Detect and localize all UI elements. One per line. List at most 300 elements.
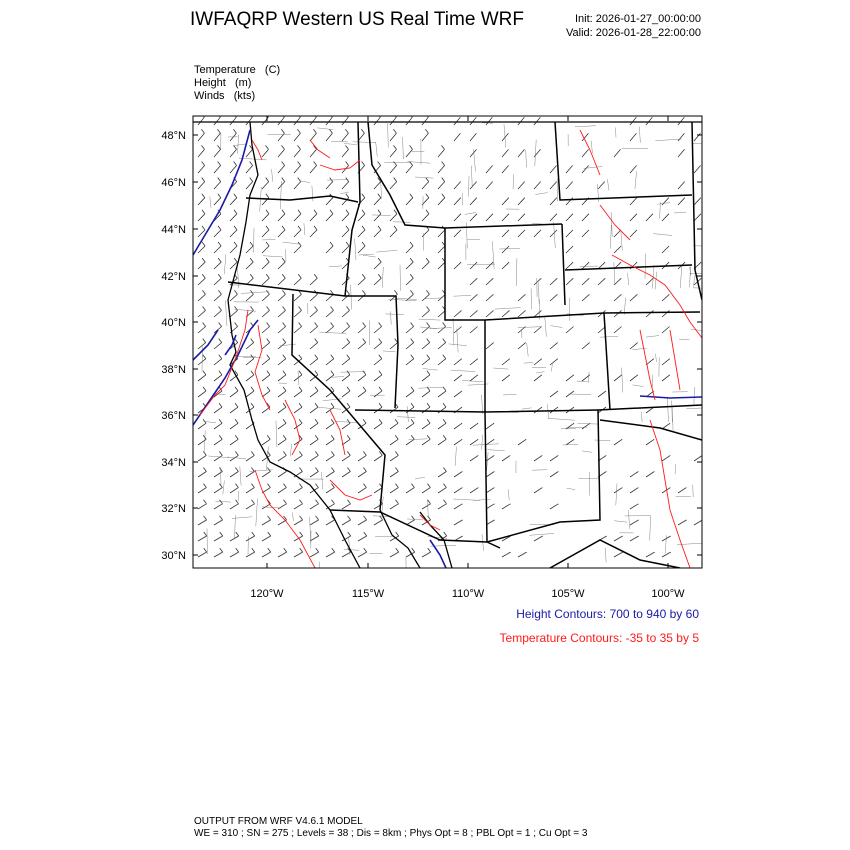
wind-barb <box>630 198 637 205</box>
wind-barb <box>326 214 333 221</box>
wind-barb-flag <box>283 323 286 327</box>
wind-barb <box>230 246 237 253</box>
wind-barb-flag <box>283 339 286 343</box>
wind-barb <box>646 117 652 125</box>
wind-barb <box>310 278 317 285</box>
wind-barb-flag <box>234 194 237 198</box>
wind-barb <box>214 278 221 285</box>
wind-barb-flag <box>235 403 238 407</box>
wind-barb <box>310 552 319 557</box>
wind-barb-flag <box>444 500 447 504</box>
wind-barb <box>214 536 223 541</box>
wind-barb <box>422 407 430 413</box>
wind-barb-flag <box>202 178 205 182</box>
wind-barb-flag <box>282 210 285 214</box>
wind-barb <box>230 488 238 493</box>
wind-barb <box>342 327 350 334</box>
wind-barb <box>390 117 396 125</box>
wind-barb <box>294 455 302 461</box>
wind-barb <box>582 294 589 301</box>
wind-barb <box>374 391 382 397</box>
wind-barb <box>662 198 669 205</box>
wind-barb <box>278 214 285 221</box>
wind-barb-flag <box>266 242 269 246</box>
wind-barb-flag <box>204 500 207 504</box>
lat-label: 46°N <box>161 177 186 189</box>
wind-barb-flag <box>362 274 365 278</box>
wind-barbs <box>198 113 703 557</box>
wind-barb <box>630 472 638 478</box>
wind-barb-flag <box>331 306 334 310</box>
county-line <box>516 258 517 286</box>
county-line <box>582 451 592 452</box>
wind-barb <box>406 359 414 365</box>
wind-barb <box>454 310 462 317</box>
wind-barb <box>502 455 510 461</box>
wind-barb <box>198 359 206 365</box>
wind-barb-flag <box>282 274 285 278</box>
wind-barb-flag <box>252 500 255 504</box>
wind-barb <box>550 391 558 397</box>
wind-barb <box>438 488 446 493</box>
wind-barb-flag <box>396 500 399 504</box>
wind-barb-flag <box>218 145 221 149</box>
wind-barb <box>614 246 621 253</box>
wind-barb <box>310 520 319 525</box>
wind-barb <box>646 278 653 285</box>
county-line <box>675 464 676 474</box>
wind-barb-flag <box>266 210 269 214</box>
wind-barb-flag <box>443 387 446 391</box>
wind-barb-flag <box>444 532 447 536</box>
wind-barb <box>662 246 669 253</box>
wind-barb-flag <box>347 419 350 423</box>
wind-barb-flag <box>283 387 286 391</box>
wind-barb-flag <box>362 226 365 230</box>
wind-barb-flag <box>203 339 206 343</box>
wind-barb <box>342 214 349 221</box>
wind-barb <box>566 230 573 237</box>
wind-barb-flag <box>394 226 397 230</box>
wind-barb-flag <box>362 290 365 294</box>
county-line <box>393 222 410 223</box>
wind-barb <box>438 166 445 174</box>
wind-barb <box>278 391 286 397</box>
wind-barb <box>486 472 494 478</box>
wind-barb-flag <box>267 468 270 472</box>
wind-barb-flag <box>235 451 238 455</box>
wind-barb <box>310 359 318 365</box>
wind-barb <box>262 149 269 157</box>
wind-barb <box>262 278 269 285</box>
wind-barb <box>470 278 477 285</box>
wind-barb <box>342 391 350 397</box>
wind-barb <box>342 117 348 125</box>
wind-barb-flag <box>347 435 350 439</box>
wind-barb <box>230 439 238 445</box>
init-time: Init: 2026-01-27_00:00:00 <box>575 13 701 25</box>
wind-barb <box>230 149 237 157</box>
county-line <box>482 123 493 124</box>
wind-barb-flag <box>250 258 253 262</box>
wind-barb <box>214 117 220 125</box>
wind-barb <box>422 310 430 317</box>
wind-barb-flag <box>378 194 381 198</box>
county-line <box>628 273 629 285</box>
wind-barb <box>534 375 542 381</box>
wind-barb <box>214 166 221 174</box>
county-line <box>418 387 443 388</box>
wind-barb <box>262 294 269 301</box>
wind-barb <box>422 214 429 221</box>
field-winds: Winds (kts) <box>194 90 256 102</box>
wind-barb-flag <box>219 371 222 375</box>
county-line <box>317 128 333 130</box>
wind-barb <box>198 182 205 189</box>
wind-barb-flag <box>251 306 254 310</box>
wind-barb <box>454 488 462 493</box>
wind-barb <box>422 117 428 125</box>
wind-barb <box>278 375 286 381</box>
wind-barb <box>214 504 223 509</box>
wind-barb <box>486 182 493 189</box>
wind-barb-flag <box>315 323 318 327</box>
county-line <box>376 142 378 156</box>
wind-barb-flag <box>250 274 253 278</box>
wind-barb <box>326 327 334 334</box>
wind-barb <box>486 262 493 269</box>
wind-barb <box>230 117 236 125</box>
county-line <box>526 150 527 168</box>
wind-barb-flag <box>282 258 285 262</box>
wind-barb <box>230 391 238 397</box>
state-borders <box>193 122 702 568</box>
wind-barb <box>662 455 670 461</box>
wind-barb-flag <box>428 500 431 504</box>
wind-barb-flag <box>268 516 271 520</box>
wind-barb <box>230 504 239 509</box>
model-info <box>194 816 587 840</box>
wind-barb-flag <box>266 145 269 149</box>
wind-barb <box>470 423 478 429</box>
wind-barb-flag <box>346 145 349 149</box>
wind-barb <box>406 488 414 493</box>
lon-label: 110°W <box>451 588 485 600</box>
wind-barb <box>422 359 430 365</box>
wind-barb <box>486 310 494 317</box>
wind-barb <box>422 262 429 269</box>
wind-barb-flag <box>266 226 269 230</box>
wind-barb-flag <box>235 468 238 472</box>
wind-barb <box>278 359 286 365</box>
wind-barb <box>262 536 271 541</box>
wind-barb <box>214 182 221 189</box>
county-line <box>535 193 547 195</box>
wind-barb-flag <box>267 435 270 439</box>
wind-barb <box>326 246 333 253</box>
wind-barb <box>566 327 574 334</box>
wind-barb <box>374 455 382 461</box>
wind-barb-flag <box>251 387 254 391</box>
wind-barb-flag <box>396 548 399 552</box>
wind-barb <box>262 327 270 334</box>
wind-barb-flag <box>283 371 286 375</box>
wind-barb <box>406 391 414 397</box>
wind-barb <box>326 520 335 525</box>
wind-barb <box>614 278 621 285</box>
wind-barb <box>454 182 461 189</box>
county-line <box>409 439 428 440</box>
wind-barb-flag <box>346 210 349 214</box>
wind-barb-flag <box>332 500 335 504</box>
wind-barb <box>246 117 252 125</box>
wind-barb <box>230 294 237 301</box>
wind-barb <box>294 246 301 253</box>
wind-barb-flag <box>425 113 428 117</box>
county-line <box>691 330 716 332</box>
wind-barb <box>550 294 557 301</box>
wind-barb <box>326 294 333 301</box>
wind-barb <box>198 246 205 253</box>
wind-barb <box>198 455 206 461</box>
wind-barb <box>246 536 255 541</box>
wind-barb <box>694 214 701 221</box>
wind-barb-flag <box>300 532 303 536</box>
wind-barb-flag <box>427 371 430 375</box>
wind-barb-flag <box>299 484 302 488</box>
wind-barb <box>310 407 318 413</box>
wind-barb <box>438 198 445 205</box>
wind-barb-flag <box>220 500 223 504</box>
wind-barb <box>294 375 302 381</box>
wind-barb-flag <box>233 129 236 133</box>
wind-barb-flag <box>394 290 397 294</box>
wind-barb <box>422 182 429 189</box>
wind-barb-flag <box>218 194 221 198</box>
wind-barb-flag <box>331 435 334 439</box>
wind-barb-flag <box>234 210 237 214</box>
wind-barb <box>262 375 270 381</box>
map-title: IWFAQRP Western US Real Time WRF <box>190 9 524 30</box>
county-line <box>240 466 241 485</box>
county-line <box>341 372 366 373</box>
wind-barb <box>294 133 300 141</box>
wind-barb <box>582 230 589 237</box>
wind-barb-flag <box>346 226 349 230</box>
county-line <box>536 372 545 374</box>
wind-barb-flag <box>235 387 238 391</box>
wind-barb <box>294 230 301 237</box>
wind-barb-flag <box>202 274 205 278</box>
county-line <box>482 435 483 450</box>
county-line <box>545 317 547 336</box>
wind-barb-flag <box>283 403 286 407</box>
wind-barb <box>246 375 254 381</box>
wind-barb <box>534 278 541 285</box>
wind-barb-flag <box>267 323 270 327</box>
wind-barb <box>198 166 205 174</box>
wind-barb-flag <box>282 226 285 230</box>
wind-barb <box>262 310 270 317</box>
county-line <box>344 144 357 145</box>
wind-barb-flag <box>314 162 317 166</box>
county-line <box>532 470 547 471</box>
wind-barb-flag <box>442 178 445 182</box>
wind-barb <box>246 488 254 493</box>
wind-barb <box>278 439 286 445</box>
wind-barb-flag <box>443 323 446 327</box>
wind-barb-flag <box>250 290 253 294</box>
wind-barb <box>198 117 204 125</box>
wind-barb <box>246 504 255 509</box>
wind-barb-flag <box>331 403 334 407</box>
wind-barb <box>598 278 605 285</box>
wind-barb <box>342 504 351 509</box>
wind-barb <box>358 230 365 237</box>
wind-barb-flag <box>410 274 413 278</box>
wind-barb <box>694 455 702 461</box>
wind-barb <box>214 407 222 413</box>
wind-barb-flag <box>345 129 348 133</box>
wind-barb-flag <box>394 178 397 182</box>
wind-barb-flag <box>203 323 206 327</box>
wind-barb <box>550 214 557 221</box>
wind-barb-flag <box>315 468 318 472</box>
wind-barb-flag <box>378 258 381 262</box>
county-line <box>237 264 239 288</box>
wind-barb-flag <box>299 371 302 375</box>
wind-barb <box>342 230 349 237</box>
wind-barb <box>294 423 302 429</box>
wind-barb <box>214 359 222 365</box>
wind-barb-flag <box>379 387 382 391</box>
wind-barb <box>534 488 542 493</box>
wind-barb-flag <box>411 435 414 439</box>
wind-barb <box>486 423 494 429</box>
wind-barb-flag <box>201 129 204 133</box>
county-line <box>223 481 225 495</box>
wind-barb <box>294 327 302 334</box>
wind-barb-flag <box>283 435 286 439</box>
wind-barb <box>278 278 285 285</box>
wind-barb <box>246 149 253 157</box>
wind-barb <box>422 552 431 557</box>
wind-barb <box>198 327 206 334</box>
wind-barb <box>678 117 684 125</box>
wind-barb <box>534 536 543 541</box>
wind-barb <box>374 278 381 285</box>
county-line <box>652 375 653 388</box>
wind-barb <box>454 423 462 429</box>
wind-barb-flag <box>300 548 303 552</box>
county-line <box>693 143 706 144</box>
wind-barb-flag <box>363 419 366 423</box>
wind-barb <box>326 375 334 381</box>
wind-barb-flag <box>426 178 429 182</box>
county-line <box>680 266 682 288</box>
county-line <box>616 483 617 505</box>
wind-barb <box>310 439 318 445</box>
wind-barb <box>342 133 348 141</box>
wind-barb-flag <box>267 306 270 310</box>
wind-barb <box>198 133 204 141</box>
wind-barb <box>630 488 638 493</box>
wind-barb <box>470 455 478 461</box>
county-line <box>600 336 618 337</box>
wind-barb-flag <box>204 532 207 536</box>
wind-barb-flag <box>331 419 334 423</box>
wind-barb <box>358 343 366 349</box>
wind-barb <box>422 230 429 237</box>
wind-barb-flag <box>347 403 350 407</box>
wind-barb <box>486 343 494 349</box>
wind-barb <box>694 520 703 525</box>
county-line <box>226 301 227 326</box>
wind-barb-flag <box>411 484 414 488</box>
wind-barb <box>470 133 476 141</box>
county-line <box>567 488 576 489</box>
wind-barb <box>630 230 637 237</box>
wind-barb <box>294 391 302 397</box>
wind-barb-flag <box>362 210 365 214</box>
valid-time: Valid: 2026-01-28_22:00:00 <box>566 27 701 39</box>
wind-barb <box>406 343 414 349</box>
wind-barb <box>470 439 478 445</box>
wind-barb <box>310 149 317 157</box>
wind-barb-flag <box>347 339 350 343</box>
wind-barb-flag <box>203 355 206 359</box>
wind-barb <box>534 455 542 461</box>
county-line <box>232 517 252 519</box>
wind-barb-flag <box>235 306 238 310</box>
wind-barb <box>230 198 237 205</box>
wind-barb <box>374 262 381 269</box>
county-line <box>423 369 438 371</box>
county-line <box>415 177 433 178</box>
wind-barb-flag <box>283 306 286 310</box>
wind-barb-flag <box>411 323 414 327</box>
wind-barb-flag <box>267 339 270 343</box>
wind-barb-flag <box>394 210 397 214</box>
county-line <box>591 141 592 154</box>
county-line <box>351 285 352 310</box>
county-line <box>457 329 458 353</box>
wind-barb-flag <box>300 516 303 520</box>
county-line <box>550 326 562 328</box>
wind-barb-flag <box>281 129 284 133</box>
wind-barb-flag <box>377 113 380 117</box>
wind-barb <box>422 343 430 349</box>
lon-label: 120°W <box>250 588 284 600</box>
wind-barb <box>214 488 222 493</box>
wind-barb-flag <box>299 387 302 391</box>
wind-barb <box>422 423 430 429</box>
wind-barb <box>390 166 397 174</box>
wind-barb <box>614 327 622 334</box>
wind-barb-flag <box>347 355 350 359</box>
wind-barb-flag <box>427 323 430 327</box>
wind-barb <box>470 294 477 301</box>
wind-barb-flag <box>348 532 351 536</box>
wind-barb <box>566 439 574 445</box>
wind-barb <box>598 182 605 189</box>
wind-barb-flag <box>283 355 286 359</box>
wind-barb <box>534 327 542 334</box>
county-line <box>234 515 235 539</box>
wind-barb-flag <box>411 339 414 343</box>
lat-label: 48°N <box>161 130 186 142</box>
wind-barb <box>326 117 332 125</box>
